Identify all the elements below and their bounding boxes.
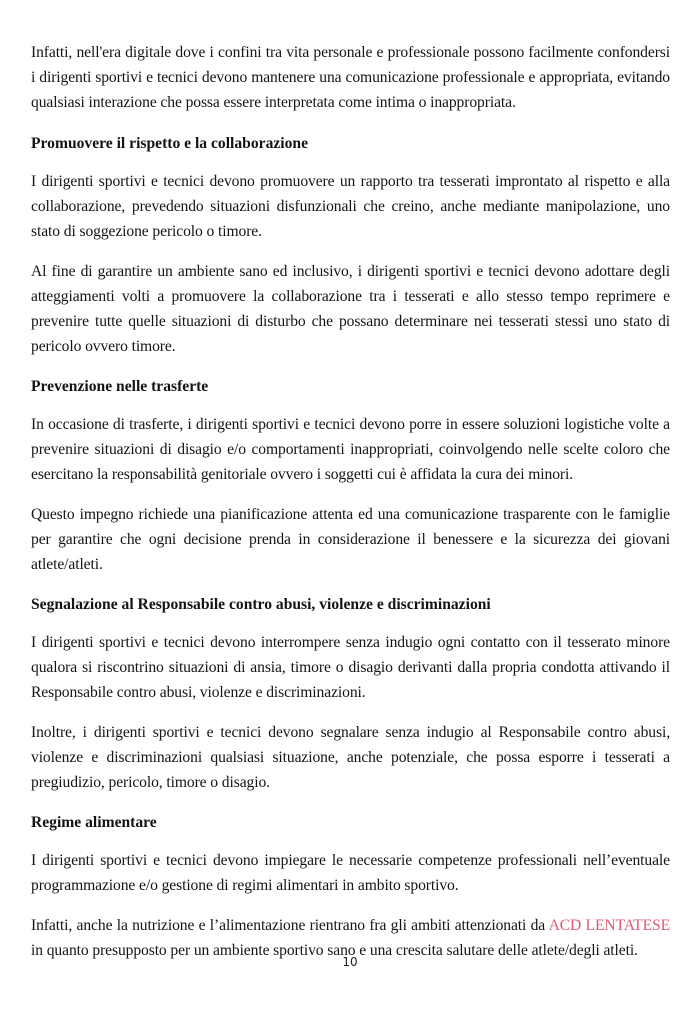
- paragraph-digital-communication: Infatti, nell'era digitale dove i confini tra vita personale e professionale possono facilmente confondersi i dirigenti sportivi e tecnici devono mantenere una comunicazione professionale e appropriata, evitando qualsiasi interazione che possa essere interpretata come intima o inappropriata.: [31, 44, 670, 111]
- paragraph-diet-competence: I dirigenti sportivi e tecnici devono impiegare le necessarie competenze professionali nell’eventuale programmazione e/o gestione di regimi alimentari in ambito sportivo.: [31, 852, 670, 894]
- heading-diet-regime: Regime alimentare: [31, 814, 157, 831]
- organization-name: ACD LENTATESE: [548, 917, 670, 934]
- page-number: 10: [342, 955, 358, 969]
- heading-respect-collaboration: Promuovere il rispetto e la collaborazione: [31, 135, 309, 152]
- heading-travel-prevention: Prevenzione nelle trasferte: [31, 378, 209, 395]
- nutrition-text-end: in quanto presupposto per un ambiente sportivo sano e una crescita salutare delle atlete/degli atleti.: [31, 942, 638, 959]
- paragraph-respect-relationship: I dirigenti sportivi e tecnici devono promuovere un rapporto tra tesserati improntato al rispetto e alla collaborazione, prevedendo situazioni disfunzionali che creino, anche mediante manipolazione, uno stato di soggezione pericolo o timore.: [31, 173, 670, 240]
- heading-abuse-reporting: Segnalazione al Responsabile contro abusi, violenze e discriminazioni: [31, 596, 491, 613]
- paragraph-report-situations: Inoltre, i dirigenti sportivi e tecnici devono segnalare senza indugio al Responsabile contro abusi, violenze e discriminazioni qualsiasi situazione, anche potenziale, che possa esporre i tesserati a pregiudizio, pericolo, timore o disagio.: [31, 724, 670, 791]
- paragraph-travel-logistics: In occasione di trasferte, i dirigenti sportivi e tecnici devono porre in essere soluzioni logistiche volte a prevenire situazioni di disagio e/o comportamenti inappropriati, coinvolgendo nelle scelte coloro che esercitano la responsabilità genitoriale ovvero i soggetti cui è affidata la cura dei minori.: [31, 416, 670, 483]
- paragraph-family-communication: Questo impegno richiede una pianificazione attenta ed una comunicazione trasparente con le famiglie per garantire che ogni decisione prenda in considerazione il benessere e la sicurezza dei giovani atlete/atleti.: [31, 506, 670, 573]
- paragraph-interrupt-contact: I dirigenti sportivi e tecnici devono interrompere senza indugio ogni contatto con il tesserato minore qualora si riscontrino situazioni di ansia, timore o disagio derivanti dalla propria condotta attivando il Responsabile contro abusi, violenze e discriminazioni.: [31, 634, 670, 701]
- paragraph-inclusive-environment: Al fine di garantire un ambiente sano ed inclusivo, i dirigenti sportivi e tecnici devono adottare degli atteggiamenti volti a promuovere la collaborazione tra i tesserati e allo stesso tempo reprimere e prevenire tutte quelle situazioni di disturbo che possano determinare nei tesserati stessi uno stato di pericolo ovvero timore.: [31, 263, 670, 355]
- nutrition-text-start: Infatti, anche la nutrizione e l’alimentazione rientrano fra gli ambiti attenzionati da: [31, 917, 549, 934]
